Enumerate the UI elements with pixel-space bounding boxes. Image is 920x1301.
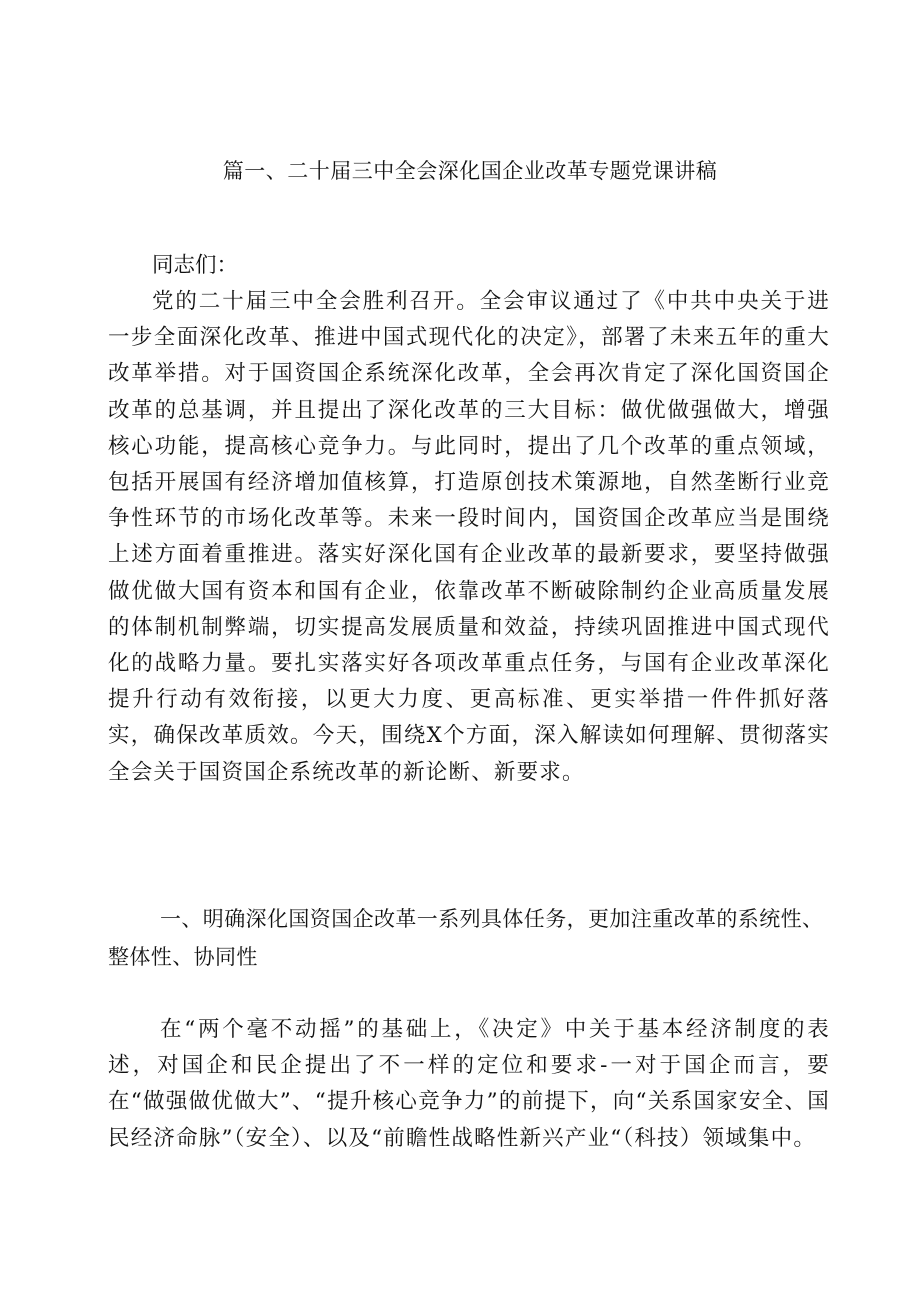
paragraph-1: 党的二十届三中全会胜利召开。全会审议通过了《中共中央关于进一步全面深化改革、推进中国式现代化的决定》，部署了未来五年的重大改革举措。对于国资国企系统深化改革，全会再次肯定了深化国资国企改革的总基调，并且提出了深化改革的三大目标：做优做强做大，增强核心功能，提高核心竞争力。与此同时，提出了几个改革的重点领域，包括开展国有经济增加值核算，打造原创技术策源地，自然垄断行业竞争性环节的市场化改革等。未来一段时间内，国资国企改革应当是围绕上述方面着重推进。落实好深化国有企业改革的最新要求，要坚持做强做优做大国有资本和国有企业，依靠改革不断破除制约企业高质量发展的体制机制弊端，切实提高发展质量和效益，持续巩固推进中国式现代化的战略力量。要扎实落实好各项改革重点任务，与国有企业改革深化提升行动有效衔接，以更大力度、更高标准、更实举措一件件抓好落实，确保改革质效。今天，围绕X个方面，深入解读如何理解、贯彻落实全会关于国资国企系统改革的新论断、新要求。 — [108, 289, 830, 785]
paragraph-2: 在“两个毫不动摇”的基础上，《决定》中关于基本经济制度的表述，对国企和民企提出了不一样的定位和要求-一对于国企而言，要在“做强做优做大”、“提升核心竞争力”的前提下，向“关系国家安全、国民经济命脉”（安全）、以及“前瞻性战略性新兴产业“（科技）领域集中。 — [108, 1017, 830, 1151]
document-title: 篇一、二十届三中全会深化国企业改革专题党课讲稿 — [222, 159, 718, 183]
section-heading-1: 一、明确深化国资国企改革一系列具体任务，更加注重改革的系统性、整体性、协同性 — [108, 907, 824, 969]
greeting: 同志们： — [152, 253, 239, 278]
